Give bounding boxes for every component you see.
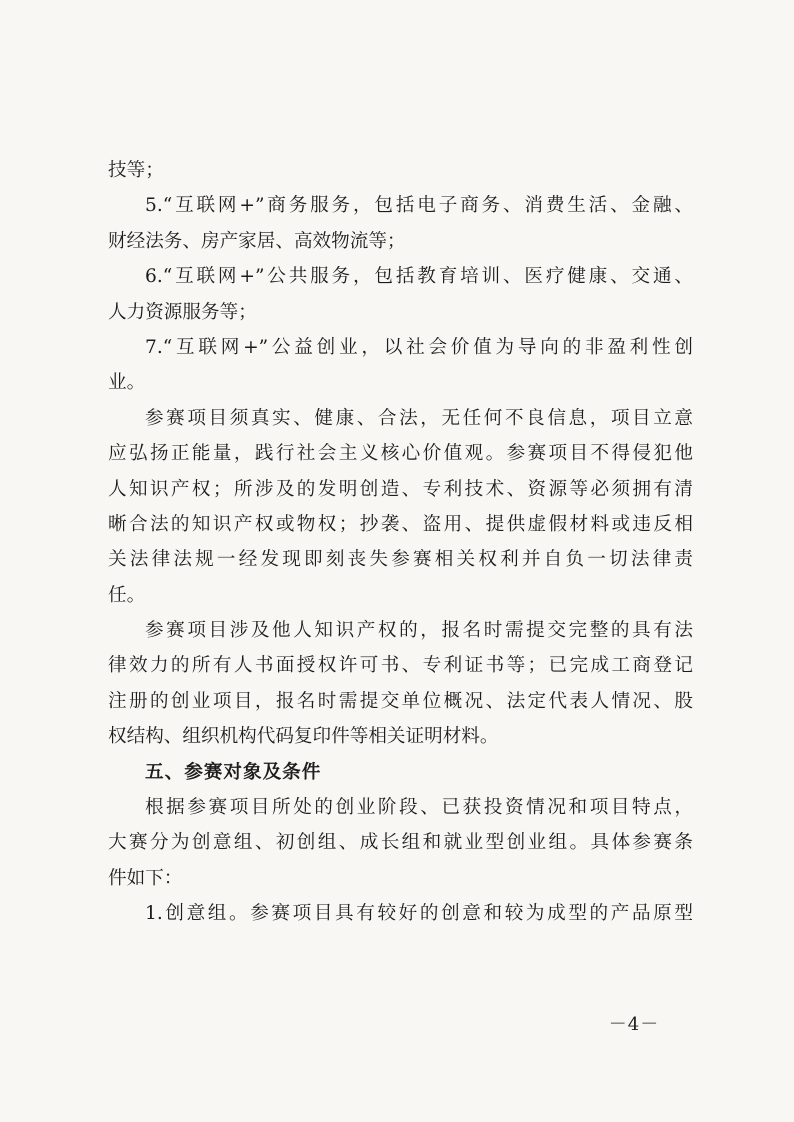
document-body xyxy=(108,153,693,932)
text-line: 任。 xyxy=(108,584,146,606)
text-line: 权结构、组织机构代码复印件等相关证明材料。 xyxy=(108,726,499,748)
text-line: 参赛项目须真实、健康、合法，无任何不良信息，项目立意 xyxy=(145,407,693,429)
text-line: 参赛项目涉及他人知识产权的，报名时需提交完整的具有法 xyxy=(145,620,693,642)
text-line: 5.“互联网+”商务服务，包括电子商务、消费生活、金融、 xyxy=(145,195,693,217)
text-line: 1.创意组。参赛项目具有较好的创意和较为成型的产品原型 xyxy=(145,903,693,925)
text-line: 技等； xyxy=(108,160,164,181)
page-number: －4－ xyxy=(608,1014,660,1035)
text-line: 注册的创业项目，报名时需提交单位概况、法定代表人情况、股 xyxy=(108,690,693,712)
text-line: 财经法务、房产家居、高效物流等； xyxy=(108,230,406,252)
section-heading: 五、参赛对象及条件 xyxy=(145,761,322,783)
text-line: 关法律法规一经发现即刻丧失参赛相关权利并自负一切法律责 xyxy=(108,549,693,571)
text-line: 根据参赛项目所处的创业阶段、已获投资情况和项目特点， xyxy=(145,797,693,819)
text-line: 应弘扬正能量，践行社会主义核心价值观。参赛项目不得侵犯他 xyxy=(108,443,693,465)
text-line: 7.“互联网+”公益创业，以社会价值为导向的非盈利性创 xyxy=(145,336,693,358)
text-line: 6.“互联网+”公共服务，包括教育培训、医疗健康、交通、 xyxy=(145,266,693,288)
text-line: 大赛分为创意组、初创组、成长组和就业型创业组。具体参赛条 xyxy=(108,832,693,854)
text-line: 律效力的所有人书面授权许可书、专利证书等；已完成工商登记 xyxy=(108,655,693,677)
text-line: 晰合法的知识产权或物权；抄袭、盗用、提供虚假材料或违反相 xyxy=(108,513,693,535)
text-line: 业。 xyxy=(108,372,146,394)
text-line: 人知识产权；所涉及的发明创造、专利技术、资源等必须拥有清 xyxy=(108,478,693,500)
text-line: 件如下： xyxy=(108,867,183,889)
text-line: 人力资源服务等； xyxy=(108,301,257,323)
